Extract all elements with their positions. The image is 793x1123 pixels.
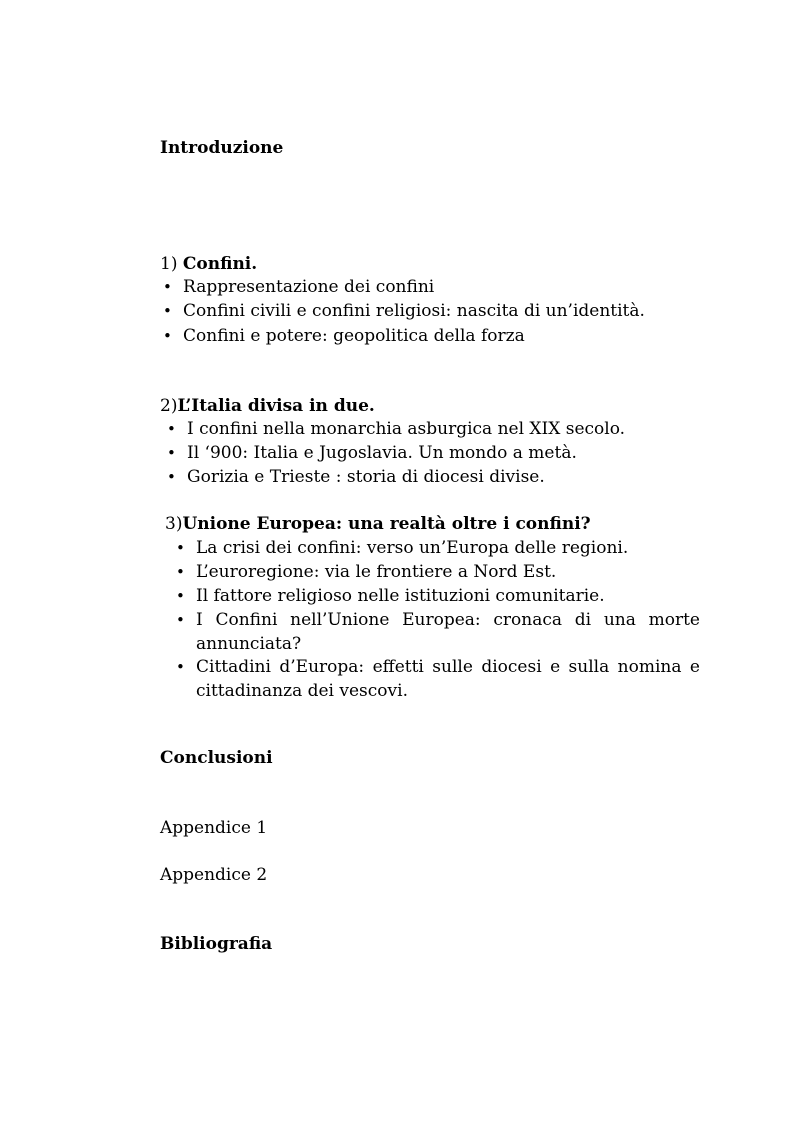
- list-item-text: L’euroregione: via le frontiere a Nord Est.: [196, 562, 557, 582]
- list-item-text: I confini nella monarchia asburgica nel XIX secolo.: [187, 419, 626, 439]
- heading-bibliography: Bibliografia: [160, 934, 273, 954]
- list-item: [163, 324, 703, 348]
- bullet-icon: •: [163, 327, 172, 345]
- list-item-text: Rappresentazione dei confini: [183, 277, 435, 297]
- appendix-1: Appendice 1: [160, 818, 268, 838]
- list-item-text: Gorizia e Trieste : storia di diocesi divise.: [187, 467, 545, 487]
- list-item: [176, 608, 700, 656]
- list-item: [176, 655, 700, 703]
- section1-number: 1): [160, 254, 178, 274]
- heading-introduction: Introduzione: [160, 138, 284, 158]
- section2-number: 2): [160, 396, 178, 416]
- bullet-icon: •: [163, 302, 172, 320]
- bullet-icon: •: [163, 278, 172, 296]
- heading-conclusions: Conclusioni: [160, 748, 273, 768]
- section2-heading: [160, 394, 375, 418]
- section1-heading: [160, 252, 257, 276]
- list-item: [176, 584, 700, 608]
- list-item-text: Il ‘900: Italia e Jugoslavia. Un mondo a metà.: [187, 443, 577, 463]
- bullet-icon: •: [167, 468, 176, 486]
- section1-title: Confini.: [182, 254, 258, 274]
- bullet-icon: •: [176, 611, 185, 629]
- list-item: [167, 417, 703, 441]
- bullet-icon: •: [167, 420, 176, 438]
- section2-title: L’Italia divisa in due.: [177, 396, 375, 416]
- bullet-icon: •: [176, 563, 185, 581]
- list-item: [176, 536, 700, 560]
- list-item: [163, 299, 703, 323]
- section3-heading: [165, 512, 591, 536]
- list-item-text: La crisi dei confini: verso un’Europa delle regioni.: [196, 538, 629, 558]
- list-item-text: I Confini nell’Unione Europea: cronaca di una morte annunciata?: [196, 610, 700, 654]
- section3-title: Unione Europea: una realtà oltre i confini?: [182, 514, 591, 534]
- list-item-text: Confini e potere: geopolitica della forza: [183, 326, 525, 346]
- list-item-text: Confini civili e confini religiosi: nascita di un’identità.: [183, 301, 645, 321]
- bullet-icon: •: [176, 587, 185, 605]
- list-item: [167, 441, 703, 465]
- appendix-2: Appendice 2: [160, 865, 268, 885]
- section3-number: 3): [165, 514, 183, 534]
- list-item: [167, 465, 703, 489]
- bullet-icon: •: [176, 658, 185, 676]
- list-item: [163, 275, 703, 299]
- list-item-text: Cittadini d’Europa: effetti sulle diocesi e sulla nomina e cittadinanza dei vescovi.: [196, 657, 700, 701]
- bullet-icon: •: [176, 539, 185, 557]
- bullet-icon: •: [167, 444, 176, 462]
- list-item: [176, 560, 700, 584]
- list-item-text: Il fattore religioso nelle istituzioni comunitarie.: [196, 586, 605, 606]
